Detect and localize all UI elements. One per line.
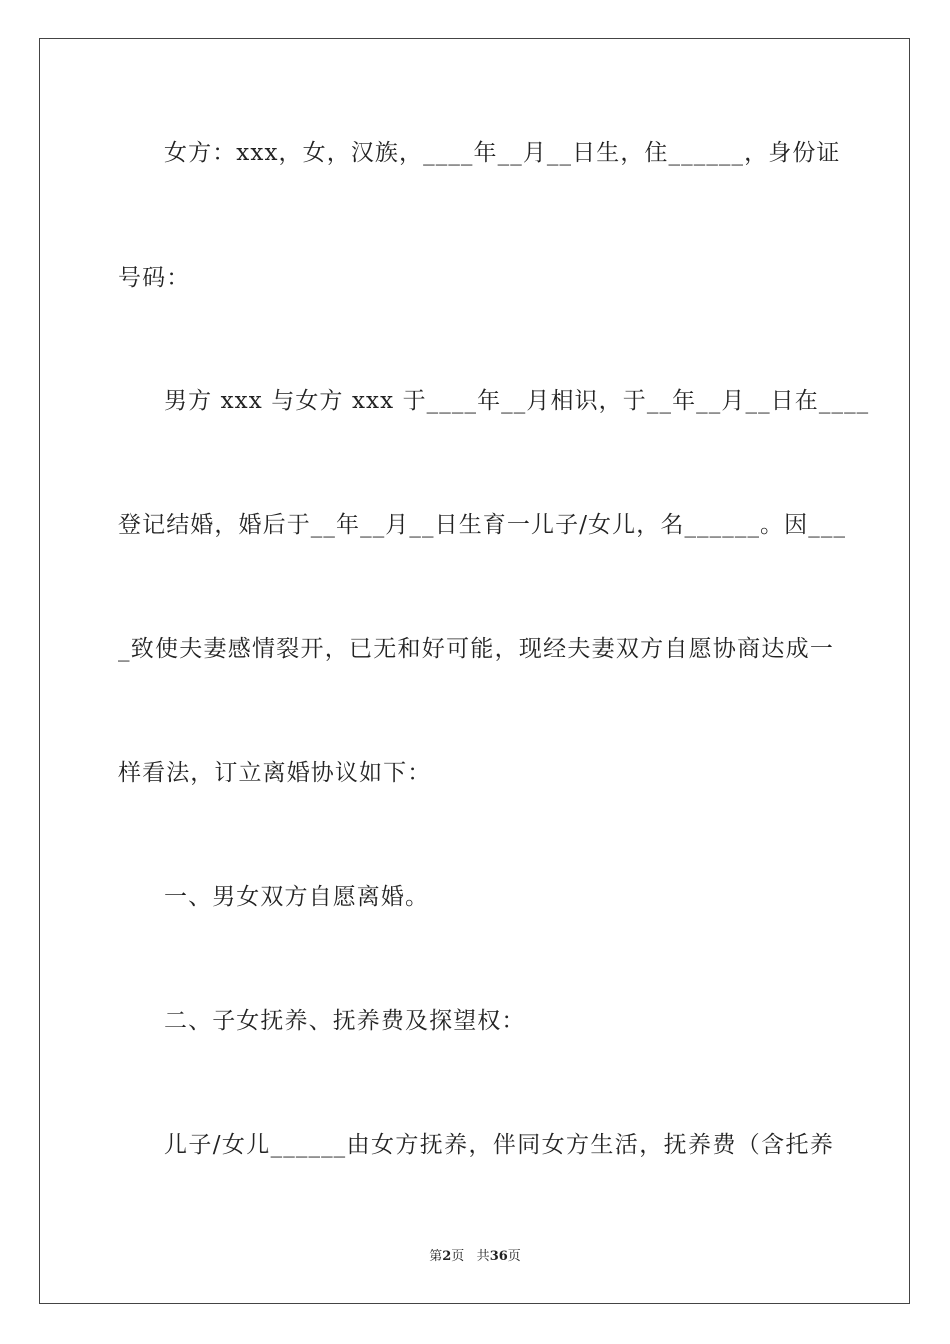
page-footer: [0, 1248, 950, 1266]
paragraph-line-agreement-intro: 样看法，订立离婚协议如下：: [118, 760, 432, 786]
footer-page-current: 2: [442, 1249, 452, 1264]
paragraph-line-marriage-registration: 登记结婚，婚后于__年__月__日生育一儿子/女儿，名______。因___: [118, 512, 847, 538]
paragraph-line-id-number: 号码：: [118, 265, 191, 291]
paragraph-line-child-custody: 儿子/女儿______由女方抚养，伴同女方生活，抚养费（含托养: [164, 1132, 834, 1158]
page-border: [39, 38, 910, 1304]
paragraph-line-acquaintance: 男方 xxx 与女方 xxx 于____年__月相识，于__年__月__日在____: [164, 388, 870, 414]
clause-two-heading: 二、子女抚养、抚养费及探望权：: [164, 1008, 526, 1034]
footer-page-total: 36: [489, 1249, 508, 1264]
paragraph-line-relationship-breakdown: _致使夫妻感情裂开，已无和好可能，现经夫妻双方自愿协商达成一: [118, 636, 834, 662]
clause-one: 一、男女双方自愿离婚。: [164, 884, 430, 910]
footer-total-prefix: 共: [476, 1249, 490, 1264]
paragraph-line-female-party: 女方：xxx，女，汉族，____年__月__日生，住______，身份证: [164, 140, 841, 166]
footer-total-unit: 页: [507, 1249, 521, 1264]
footer-page-prefix: 第: [429, 1249, 443, 1264]
footer-page-unit: 页: [451, 1249, 465, 1264]
